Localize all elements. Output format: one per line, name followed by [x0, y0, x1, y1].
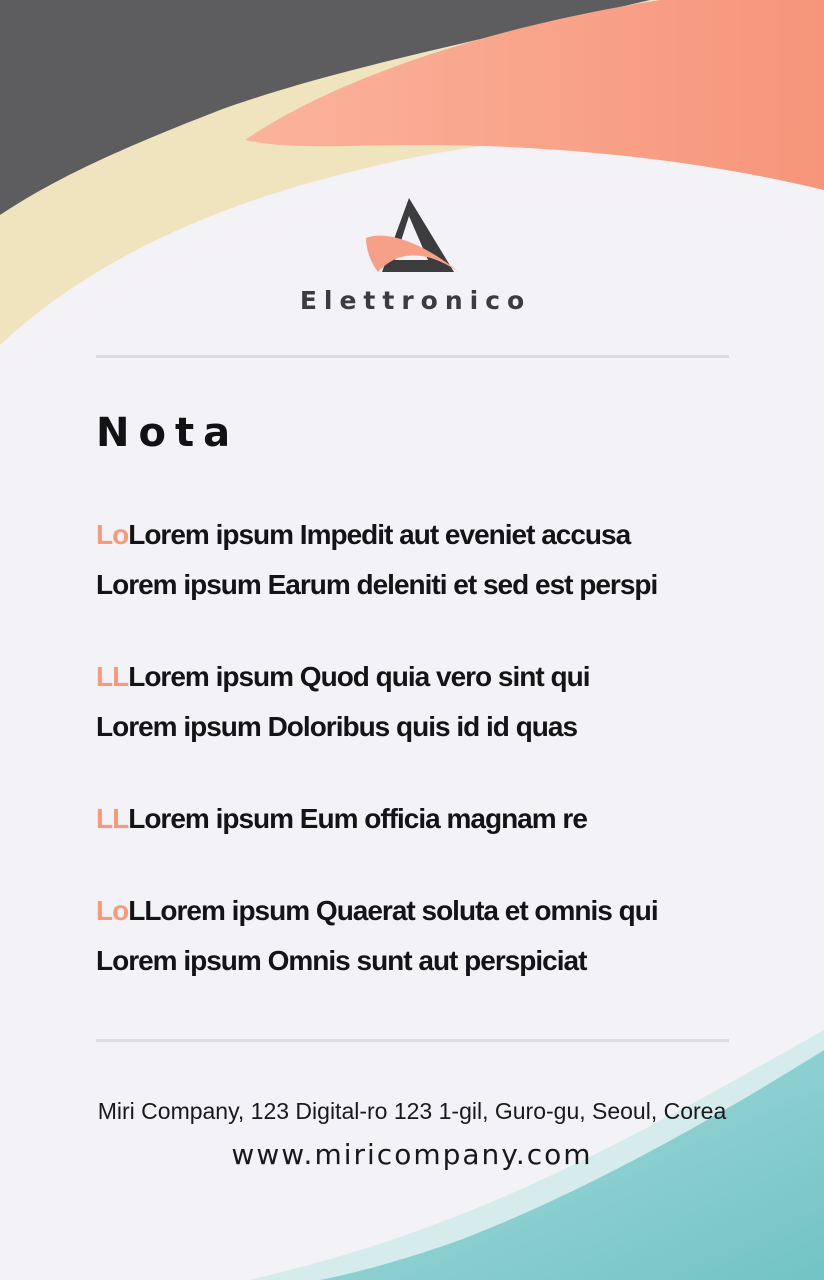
note-line	[96, 794, 776, 844]
brand-name: Elettronico	[299, 286, 532, 315]
note-line	[96, 936, 776, 986]
note-item	[96, 794, 776, 844]
note-line-text: Lorem ipsum Doloribus quis id id quas	[96, 711, 578, 742]
company-website: www.miricompany.com	[231, 1138, 593, 1171]
note-line	[96, 702, 776, 752]
note-line	[96, 886, 776, 936]
note-line-prefix: LL	[96, 803, 129, 834]
triangle-swoosh-logo-icon	[362, 194, 462, 278]
note-line	[96, 652, 776, 702]
note-line-text: Lorem ipsum Omnis sunt aut perspiciat	[96, 945, 587, 976]
top-divider	[96, 355, 729, 358]
note-line-prefix: Lo	[96, 519, 129, 550]
note-line-prefix: Lo	[96, 895, 129, 926]
note-line-text: Lorem ipsum Impedit aut eveniet accusa	[128, 519, 631, 550]
notes-list	[96, 510, 776, 1028]
bottom-divider	[96, 1039, 729, 1042]
note-item	[96, 652, 776, 752]
note-item	[96, 510, 776, 610]
note-line	[96, 510, 776, 560]
note-item	[96, 886, 776, 986]
note-line-text: LLorem ipsum Quaerat soluta et omnis qui	[128, 895, 658, 926]
note-line-text: Lorem ipsum Earum deleniti et sed est perspi	[96, 569, 658, 600]
page-title: Nota	[96, 410, 240, 456]
note-line	[96, 560, 776, 610]
note-line-prefix: LL	[96, 661, 129, 692]
note-line-text: Lorem ipsum Eum officia magnam re	[128, 803, 587, 834]
company-address: Miri Company, 123 Digital-ro 123 1-gil, Guro-gu, Seoul, Corea	[97, 1098, 727, 1124]
note-line-text: Lorem ipsum Quod quia vero sint qui	[128, 661, 590, 692]
